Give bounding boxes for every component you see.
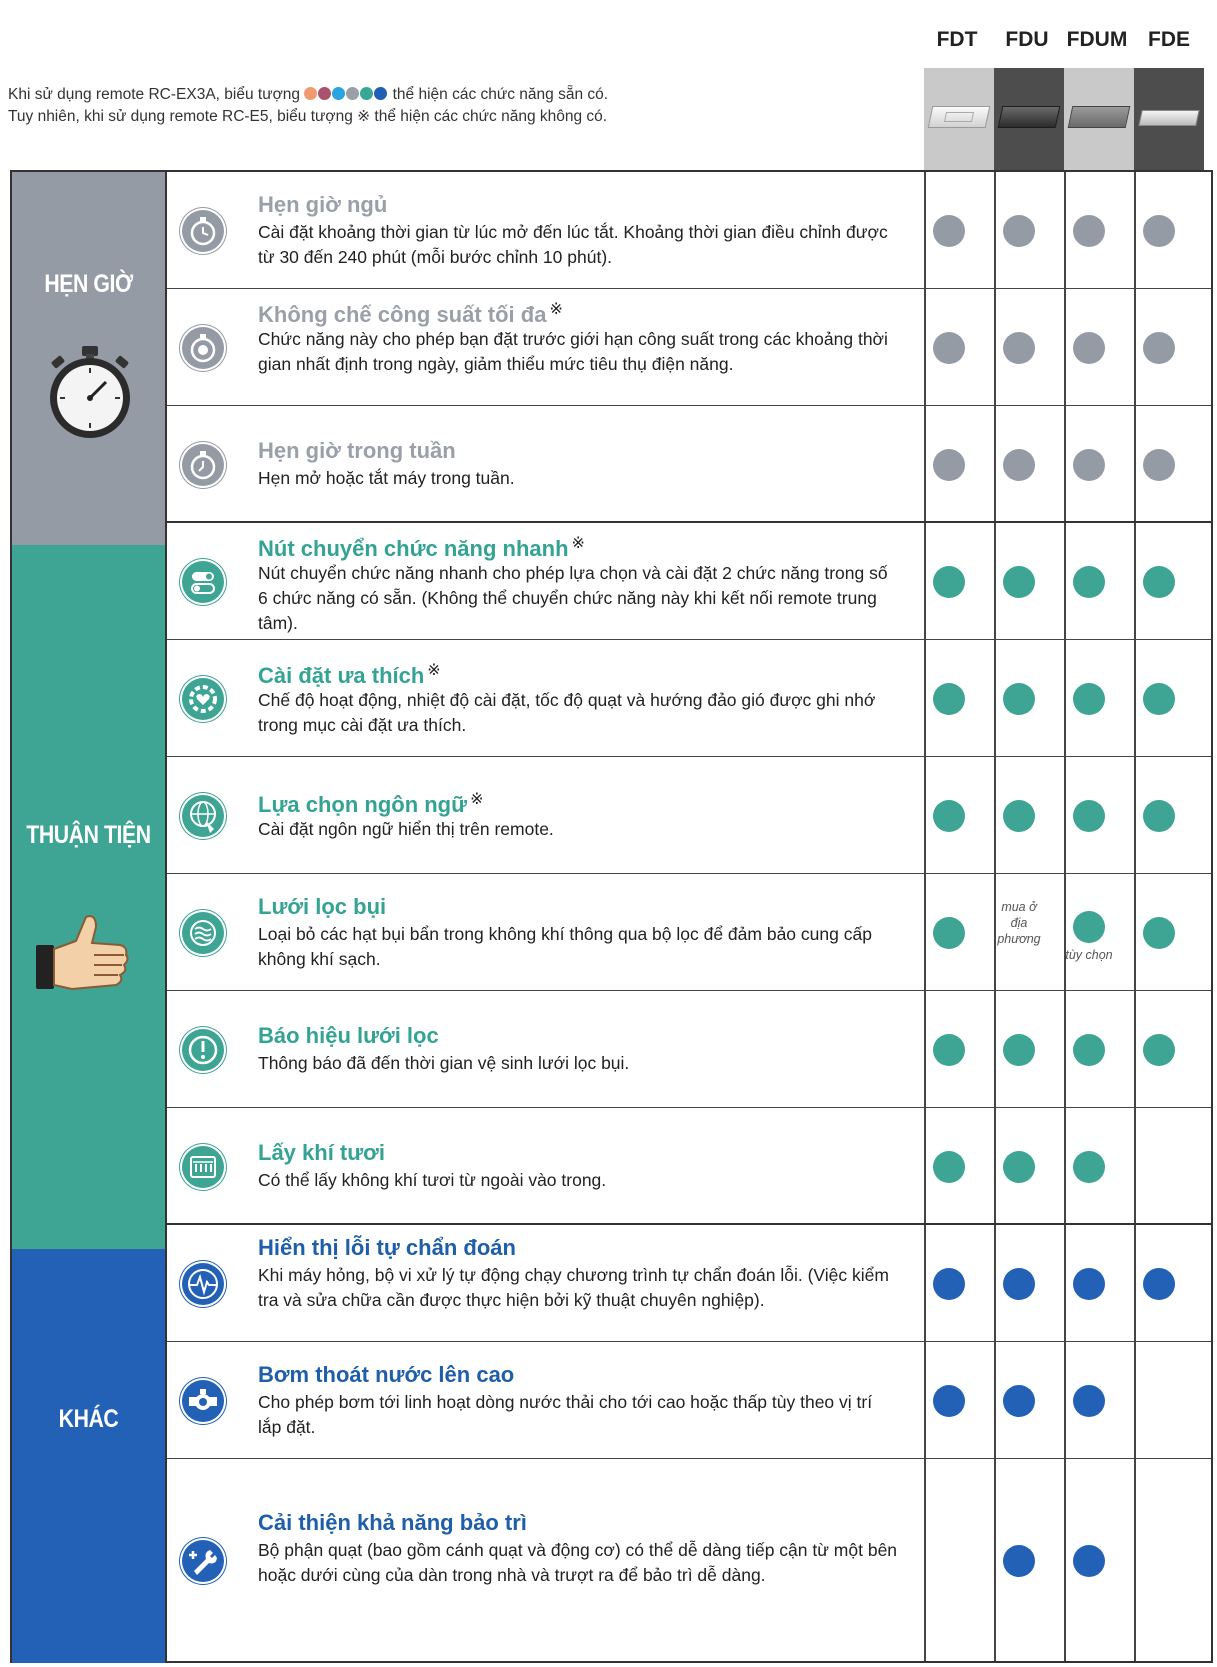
feature-row	[167, 757, 1211, 874]
availability-dot	[1073, 449, 1105, 481]
feature-title-text: Bơm thoát nước lên cao	[258, 1361, 515, 1387]
availability-dot	[933, 215, 965, 247]
feature-row	[167, 1108, 1211, 1225]
category-hen-gio	[12, 172, 167, 545]
availability-dot	[1073, 215, 1105, 247]
feature-title	[258, 894, 386, 920]
feature-title-text: Nút chuyển chức năng nhanh	[258, 536, 569, 561]
feature-title-text: Cải thiện khả năng bảo trì	[258, 1509, 527, 1535]
weekly-timer-icon	[180, 442, 226, 488]
availability-dot	[1143, 800, 1175, 832]
feature-title	[258, 1362, 514, 1388]
feature-row	[167, 289, 1211, 406]
category-label: THUẬN TIỆN	[26, 821, 151, 849]
feature-title	[258, 1510, 527, 1536]
feature-title-text: Không chế công suất tối đa	[258, 302, 547, 327]
legend-dot	[346, 87, 359, 100]
feature-row	[167, 1342, 1211, 1459]
column-header-fdum: FDUM	[1066, 28, 1128, 51]
feature-description: Khi máy hỏng, bộ vi xử lý tự động chạy chương trình tự chẩn đoán lỗi. (Việc kiểm tra và sửa chữa cần được thực hiện bởi kỹ thuật chuyên nghiệp).	[258, 1265, 889, 1310]
legend-dots	[304, 86, 388, 103]
feature-row	[167, 406, 1211, 523]
feature-title-text: Báo hiệu lưới lọc	[258, 1023, 439, 1048]
availability-dot	[1003, 449, 1035, 481]
fresh-air-icon	[180, 1144, 226, 1190]
fdt-product-image	[924, 68, 994, 172]
feature-description: Loại bỏ các hạt bụi bẩn trong không khí thông qua bộ lọc để đảm bảo cung cấp không khí sạch.	[258, 923, 872, 969]
availability-dot	[1143, 566, 1175, 598]
availability-dot	[1073, 1034, 1105, 1066]
column-header-fde: FDE	[1148, 28, 1190, 51]
fde-product-image	[1134, 68, 1204, 172]
feature-description: Nút chuyển chức năng nhanh cho phép lựa chọn và cài đặt 2 chức năng trong số 6 chức năng có sẵn. (Không thể chuyển chức năng này khi kết nối remote trung tâm).	[258, 563, 888, 633]
availability-dot	[1073, 1268, 1105, 1300]
availability-dot	[1143, 215, 1175, 247]
availability-dot	[1073, 566, 1105, 598]
feature-description: Có thể lấy không khí tươi từ ngoài vào trong.	[258, 1170, 607, 1190]
feature-title-text: Lấy khí tươi	[258, 1140, 385, 1165]
category-khac	[12, 1249, 167, 1663]
availability-dot	[1073, 1545, 1105, 1577]
feature-title	[258, 192, 387, 218]
availability-dot	[1003, 566, 1035, 598]
feature-title-text: Hiển thị lỗi tự chẩn đoán	[258, 1235, 516, 1260]
feature-title	[258, 789, 483, 818]
availability-note: mua ở địa phương	[997, 899, 1041, 946]
availability-dot	[1143, 449, 1175, 481]
availability-dot	[933, 683, 965, 715]
category-thuan-tien	[12, 545, 167, 1249]
availability-dot	[1073, 1385, 1105, 1417]
feature-table	[10, 170, 1213, 1663]
toggle-switch-icon	[180, 559, 226, 605]
stopwatch-icon	[40, 342, 140, 442]
diagnosis-pulse-icon	[180, 1261, 226, 1307]
feature-description: Cài đặt khoảng thời gian từ lúc mở đến lúc tắt. Khoảng thời gian điều chỉnh được từ 30 đến 240 phút (mỗi bước chỉnh 10 phút).	[258, 221, 888, 267]
feature-row	[167, 523, 1211, 640]
availability-dot	[1003, 1268, 1035, 1300]
availability-dot	[1143, 917, 1175, 949]
feature-title-text: Hẹn giờ ngủ	[258, 191, 388, 217]
intro-text-a: Khi sử dụng remote RC-EX3A, biểu tượng	[8, 86, 300, 103]
availability-dot	[1073, 1151, 1105, 1183]
drain-pump-icon	[180, 1378, 226, 1424]
feature-title-text: Lưới lọc bụi	[258, 893, 387, 919]
legend-dot	[304, 87, 317, 100]
dust-filter-icon	[180, 910, 226, 956]
feature-row	[167, 991, 1211, 1108]
feature-row	[167, 1225, 1211, 1342]
rc-e5-unavailable-mark: ※	[571, 535, 585, 552]
feature-row	[167, 640, 1211, 757]
rc-e5-unavailable-mark: ※	[549, 301, 563, 318]
availability-dot	[1073, 332, 1105, 364]
availability-dot	[933, 566, 965, 598]
availability-dot	[1143, 1268, 1175, 1300]
feature-description: Cho phép bơm tới linh hoạt dòng nước thải cho tới cao hoặc thấp tùy theo vị trí lắp đặt.	[258, 1391, 873, 1437]
legend-dot	[332, 87, 345, 100]
availability-dot	[1003, 1034, 1035, 1066]
availability-dot	[933, 449, 965, 481]
feature-row	[167, 1459, 1211, 1663]
feature-title-text: Cài đặt ưa thích	[258, 662, 425, 688]
feature-description: Thông báo đã đến thời gian vệ sinh lưới lọc bụi.	[258, 1053, 630, 1073]
rc-e5-unavailable-mark: ※	[470, 791, 484, 808]
column-header-fdu: FDU	[1005, 28, 1049, 51]
category-label: HẸN GIỜ	[44, 270, 133, 298]
availability-note: tùy chọn	[1065, 947, 1113, 962]
availability-dot	[1003, 683, 1035, 715]
feature-title	[258, 1140, 385, 1166]
availability-dot	[1003, 800, 1035, 832]
feature-title	[258, 1235, 516, 1261]
availability-dot	[1143, 683, 1175, 715]
availability-dot	[1143, 1034, 1175, 1066]
availability-dot	[933, 332, 965, 364]
availability-dot	[933, 1034, 965, 1066]
category-label: KHÁC	[58, 1405, 119, 1433]
availability-dot	[1073, 911, 1105, 943]
availability-dot	[933, 1151, 965, 1183]
fdu-product-image	[994, 68, 1064, 172]
feature-title	[258, 660, 441, 689]
availability-dot	[1073, 800, 1105, 832]
intro-line-2: Tuy nhiên, khi sử dụng remote RC-E5, biểu tượng ※ thể hiện các chức năng không có.	[8, 108, 608, 125]
feature-description: Chế độ hoạt động, nhiệt độ cài đặt, tốc độ quạt và hướng đảo gió được ghi nhớ trong mục cài đặt ưa thích.	[258, 689, 876, 735]
feature-description: Hẹn mở hoặc tắt máy trong tuần.	[258, 468, 515, 488]
availability-dot	[933, 800, 965, 832]
maintenance-wrench-icon	[180, 1538, 226, 1584]
feature-row	[167, 172, 1211, 289]
fdum-product-image	[1064, 68, 1134, 172]
availability-dot	[1003, 1151, 1035, 1183]
language-globe-icon	[180, 793, 226, 839]
sleep-timer-icon	[180, 208, 226, 254]
feature-row	[167, 874, 1211, 991]
availability-dot	[933, 1385, 965, 1417]
peak-cut-timer-icon	[180, 325, 226, 371]
legend-dot	[360, 87, 373, 100]
feature-title	[258, 1023, 439, 1049]
feature-title	[258, 438, 456, 464]
availability-dot	[1143, 332, 1175, 364]
intro-line-1	[8, 86, 608, 104]
thumbs-up-icon	[32, 911, 132, 1001]
feature-description: Chức năng này cho phép bạn đặt trước giới hạn công suất trong các khoảng thời gian nhất định trong ngày, giảm thiểu mức tiêu thụ điện năng.	[258, 329, 888, 374]
legend-dot	[374, 87, 387, 100]
availability-dot	[1003, 1385, 1035, 1417]
availability-dot	[1003, 1545, 1035, 1577]
filter-alert-icon	[180, 1027, 226, 1073]
rc-e5-unavailable-mark: ※	[427, 661, 441, 679]
column-header-fdt: FDT	[936, 28, 978, 51]
availability-dot	[933, 1268, 965, 1300]
availability-dot	[1003, 215, 1035, 247]
availability-dot	[1003, 332, 1035, 364]
feature-title-text: Hẹn giờ trong tuần	[258, 438, 456, 463]
legend-dot	[318, 87, 331, 100]
feature-title	[258, 299, 563, 328]
feature-description: Bộ phận quạt (bao gồm cánh quạt và động cơ) có thể dễ dàng tiếp cận từ một bên hoặc dưới cùng của dàn trong nhà và trượt ra để bảo trì dễ dàng.	[258, 1539, 898, 1585]
intro-text-b: thể hiện các chức năng sẵn có.	[392, 86, 609, 103]
feature-description: Cài đặt ngôn ngữ hiển thị trên remote.	[258, 819, 554, 839]
availability-dot	[933, 917, 965, 949]
favorite-settings-icon	[180, 676, 226, 722]
feature-title-text: Lựa chọn ngôn ngữ	[258, 792, 468, 817]
feature-title	[258, 533, 585, 562]
availability-dot	[1073, 683, 1105, 715]
